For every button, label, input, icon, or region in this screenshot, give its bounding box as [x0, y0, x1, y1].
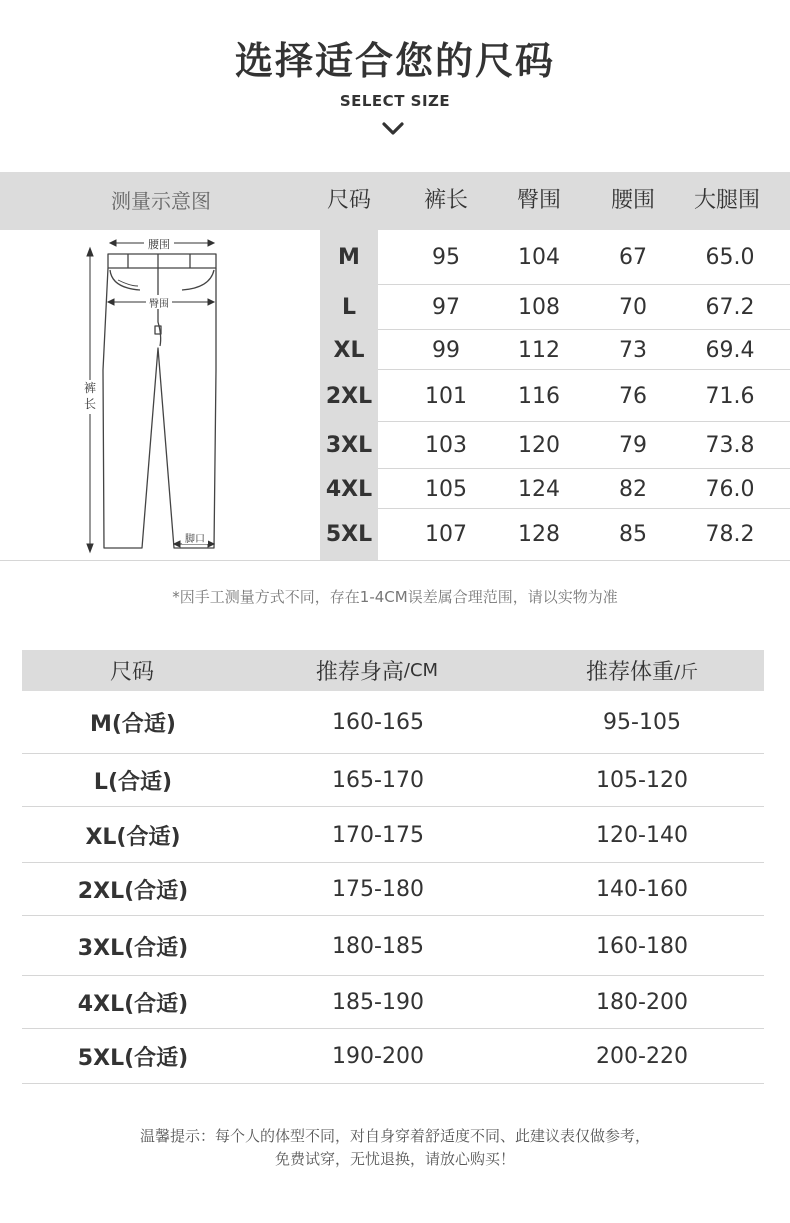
size-cell: 5XL(合适) — [77, 1046, 189, 1071]
measurement-diagram — [0, 230, 320, 560]
hip-cell: 108 — [518, 295, 560, 320]
height-cell: 170-175 — [332, 822, 424, 848]
column-header-height — [272, 650, 482, 691]
size-cell: 3XL — [325, 433, 373, 458]
tip-line-1: 温馨提示：每个人的体型不同，对自身穿着舒适度不同、此建议表仅做参考， — [139, 1127, 650, 1145]
size-cell: 4XL(合适) — [77, 992, 189, 1017]
column-header-thigh: 大腿围 — [693, 188, 760, 213]
size-cell: XL(合适) — [85, 824, 181, 850]
hip-cell: 116 — [518, 383, 560, 409]
height-cell: 190-200 — [332, 1044, 424, 1069]
length-label-top: 裤 — [83, 381, 96, 395]
weight-header-label: 推荐体重 — [585, 660, 674, 685]
table-row — [22, 976, 764, 1029]
table-row — [320, 422, 790, 469]
thigh-cell: 69.4 — [705, 337, 755, 363]
waist-label: 腰围 — [148, 238, 170, 251]
waist-cell: 76 — [619, 383, 647, 409]
table-row — [22, 863, 764, 916]
length-cell: 107 — [425, 522, 467, 547]
chevron-down-icon — [382, 122, 404, 136]
table-row — [320, 469, 790, 509]
weight-cell: 105-120 — [596, 768, 688, 793]
column-header-size: 尺码 — [109, 660, 154, 685]
column-header-weight — [542, 650, 742, 691]
hip-label: 臀围 — [149, 299, 169, 310]
waist-cell: 70 — [619, 295, 647, 320]
height-cell: 185-190 — [332, 990, 424, 1015]
table-row — [22, 807, 764, 863]
thigh-cell: 67.2 — [705, 295, 755, 320]
pants-diagram-icon — [0, 230, 320, 560]
table-row — [320, 330, 790, 370]
thigh-cell: 65.0 — [705, 245, 755, 270]
size-cell: M — [338, 245, 360, 270]
column-header-hip: 臀围 — [516, 188, 561, 213]
weight-cell: 180-200 — [596, 990, 688, 1015]
hip-cell: 112 — [518, 337, 560, 363]
length-cell: 99 — [432, 337, 460, 363]
hip-cell: 104 — [518, 245, 560, 270]
hem-label: 脚口 — [185, 534, 205, 545]
thigh-cell: 71.6 — [705, 383, 755, 409]
size-cell: 5XL — [325, 522, 373, 547]
height-cell: 175-180 — [332, 877, 424, 902]
size-cell: L(合适) — [93, 770, 173, 795]
table-row — [22, 916, 764, 976]
hip-cell: 120 — [518, 433, 560, 458]
length-cell: 97 — [432, 295, 460, 320]
size-cell: 2XL(合适) — [77, 879, 189, 904]
hip-cell: 124 — [518, 476, 560, 502]
height-cell: 160-165 — [332, 710, 424, 735]
diagram-label: 测量示意图 — [111, 189, 211, 213]
page-subtitle: SELECT SIZE — [339, 92, 451, 110]
length-label — [82, 380, 98, 412]
length-cell: 105 — [425, 476, 467, 502]
column-header-size: 尺码 — [326, 188, 371, 213]
weight-cell: 140-160 — [596, 877, 688, 902]
height-header-label: 推荐身高 — [315, 660, 404, 685]
size-cell: M(合适) — [89, 712, 176, 737]
table-row — [22, 754, 764, 807]
length-cell: 95 — [432, 245, 460, 270]
size-cell: 2XL — [325, 383, 373, 409]
column-header-length: 裤长 — [423, 188, 468, 213]
table-bottom-divider — [0, 560, 790, 561]
length-label-bottom: 长 — [83, 397, 96, 411]
waist-cell: 79 — [619, 433, 647, 458]
size-cell: L — [341, 295, 357, 320]
size-cell: 3XL(合适) — [77, 935, 189, 961]
hip-cell: 128 — [518, 522, 560, 547]
recommend-table-header — [22, 650, 764, 691]
weight-cell: 95-105 — [603, 710, 681, 735]
weight-header-unit: /斤 — [673, 661, 699, 683]
row-divider — [22, 1083, 764, 1084]
weight-cell: 120-140 — [596, 822, 688, 848]
height-cell: 165-170 — [332, 768, 424, 793]
table-row — [320, 285, 790, 330]
table-row — [320, 370, 790, 422]
table-row — [22, 1029, 764, 1084]
waist-cell: 85 — [619, 522, 647, 547]
page-title: 选择适合您的尺码 — [234, 39, 555, 83]
tip-line-2: 免费试穿，无忧退换，请放心购买！ — [274, 1150, 515, 1168]
weight-cell: 160-180 — [596, 933, 688, 959]
table-row — [320, 509, 790, 560]
thigh-cell: 73.8 — [705, 433, 755, 458]
waist-cell: 82 — [619, 476, 647, 502]
size-cell: 4XL — [325, 476, 373, 502]
table-row — [22, 691, 764, 754]
thigh-cell: 78.2 — [705, 522, 755, 547]
height-cell: 180-185 — [332, 933, 424, 959]
length-cell: 103 — [425, 433, 467, 458]
weight-cell: 200-220 — [596, 1044, 688, 1069]
tip-text — [0, 1125, 790, 1171]
size-table-header — [0, 172, 790, 230]
table-row — [320, 230, 790, 285]
measurement-note: *因手工测量方式不同，存在1-4CM误差属合理范围，请以实物为准 — [172, 588, 618, 606]
length-cell: 101 — [425, 383, 467, 409]
thigh-cell: 76.0 — [705, 476, 755, 502]
size-cell: XL — [333, 337, 365, 363]
waist-cell: 73 — [619, 337, 647, 363]
waist-cell: 67 — [619, 245, 647, 270]
column-header-waist: 腰围 — [610, 188, 655, 213]
height-header-unit: /CM — [403, 660, 439, 681]
